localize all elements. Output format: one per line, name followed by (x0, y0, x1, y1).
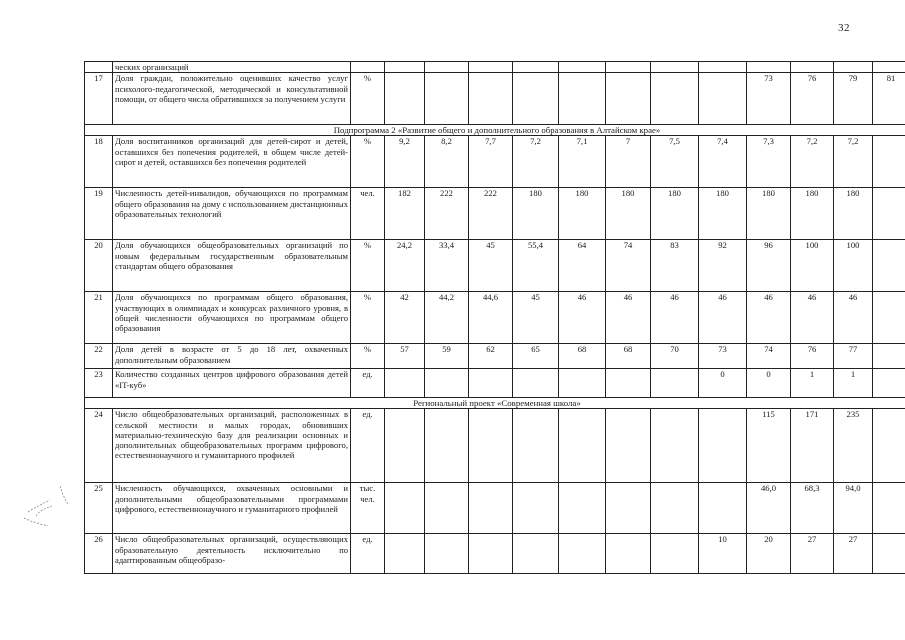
indicator-unit (351, 62, 385, 73)
value-cell (513, 534, 559, 574)
value-cell: 0 (747, 369, 791, 398)
pen-mark-icon (22, 478, 76, 528)
value-cell: 46 (651, 292, 699, 344)
value-cell: 180 (699, 188, 747, 240)
value-cell: 57 (385, 344, 425, 369)
row-number: 21 (85, 292, 113, 344)
value-cell: 44,2 (425, 292, 469, 344)
page-number: 32 (838, 22, 850, 34)
indicator-unit: % (351, 136, 385, 188)
value-cell: 73 (747, 73, 791, 125)
indicator-name: Количество созданных центров цифрового образования детей «IT-куб» (113, 369, 351, 398)
table-row (85, 292, 905, 344)
value-cell: 46 (559, 292, 606, 344)
value-cell: 76 (791, 73, 834, 125)
indicator-unit: тыс. чел. (351, 483, 385, 534)
table-row (85, 344, 905, 369)
value-cell (699, 483, 747, 534)
value-cell: 68 (559, 344, 606, 369)
value-cell: 62 (469, 344, 513, 369)
value-cell: 115 (747, 409, 791, 483)
indicator-name: ческих организаций (113, 62, 351, 73)
value-cell (699, 409, 747, 483)
value-cell: 7,2 (513, 136, 559, 188)
value-cell (469, 62, 513, 73)
value-cell: 171 (791, 409, 834, 483)
value-cell: 7,3 (747, 136, 791, 188)
value-cell: 182 (385, 188, 425, 240)
value-cell (385, 73, 425, 125)
row-number: 24 (85, 409, 113, 483)
indicator-unit: % (351, 292, 385, 344)
indicator-unit: % (351, 344, 385, 369)
value-cell: 27 (834, 534, 873, 574)
value-cell (747, 62, 791, 73)
indicator-name: Численность обучающихся, охваченных основными и дополнительными общеобразовательными программами цифрового, естественнонаучного и гуманитарного профилей (113, 483, 351, 534)
value-cell (873, 240, 905, 292)
value-cell: 46 (834, 292, 873, 344)
value-cell: 27 (791, 534, 834, 574)
value-cell: 46 (699, 292, 747, 344)
value-cell (606, 62, 651, 73)
table-row (85, 534, 905, 574)
value-cell (651, 409, 699, 483)
value-cell (873, 188, 905, 240)
value-cell: 45 (513, 292, 559, 344)
value-cell (699, 62, 747, 73)
value-cell (425, 73, 469, 125)
indicator-unit: ед. (351, 534, 385, 574)
value-cell: 100 (834, 240, 873, 292)
value-cell: 79 (834, 73, 873, 125)
table-row (85, 240, 905, 292)
row-number: 18 (85, 136, 113, 188)
table-row (85, 483, 905, 534)
value-cell: 7,2 (834, 136, 873, 188)
value-cell (606, 483, 651, 534)
value-cell: 180 (606, 188, 651, 240)
value-cell (385, 62, 425, 73)
value-cell: 65 (513, 344, 559, 369)
value-cell (873, 292, 905, 344)
indicator-name: Доля граждан, положительно оценивших качество услуг психолого-педагогической, методической и консультативной помощи, от общего числа обратившихся за получением услуги (113, 73, 351, 125)
value-cell (651, 62, 699, 73)
row-number: 26 (85, 534, 113, 574)
value-cell: 180 (513, 188, 559, 240)
value-cell: 24,2 (385, 240, 425, 292)
value-cell: 44,6 (469, 292, 513, 344)
value-cell (559, 369, 606, 398)
value-cell (513, 62, 559, 73)
value-cell: 7,7 (469, 136, 513, 188)
value-cell: 180 (834, 188, 873, 240)
row-number: 19 (85, 188, 113, 240)
value-cell: 9,2 (385, 136, 425, 188)
value-cell: 74 (606, 240, 651, 292)
indicator-name: Численность детей-инвалидов, обучающихся по программам общего образования на дому с использованием дистанционных образовательных технологий (113, 188, 351, 240)
row-number (85, 62, 113, 73)
value-cell: 45 (469, 240, 513, 292)
value-cell: 7,4 (699, 136, 747, 188)
value-cell (606, 534, 651, 574)
value-cell (873, 344, 905, 369)
value-cell: 68 (606, 344, 651, 369)
value-cell (699, 73, 747, 125)
table-row (85, 73, 905, 125)
indicator-name: Доля детей в возрасте от 5 до 18 лет, охваченных дополнительным образованием (113, 344, 351, 369)
value-cell: 46 (606, 292, 651, 344)
value-cell (606, 369, 651, 398)
value-cell: 81 (873, 73, 905, 125)
value-cell (873, 136, 905, 188)
value-cell (425, 409, 469, 483)
indicator-name: Число общеобразовательных организаций, осуществляющих образовательную деятельность исключительно по адаптированным общеобразо- (113, 534, 351, 574)
row-number: 20 (85, 240, 113, 292)
value-cell (791, 62, 834, 73)
value-cell: 1 (834, 369, 873, 398)
value-cell (606, 73, 651, 125)
row-number: 17 (85, 73, 113, 125)
indicator-name: Доля воспитанников организаций для детей-сирот и детей, оставшихся без попечения родителей, в общем числе детей-сирот и детей, оставшихся без попечения родителей (113, 136, 351, 188)
indicator-unit: % (351, 240, 385, 292)
indicator-name: Число общеобразовательных организаций, расположенных в сельской местности и малых городах, обновивших материально-техническую базу для реализации основных и дополнительных общеобразовательных программ цифрового, естественнонаучного и гуманитарного профилей (113, 409, 351, 483)
value-cell: 68,3 (791, 483, 834, 534)
value-cell (385, 534, 425, 574)
value-cell: 55,4 (513, 240, 559, 292)
value-cell (651, 369, 699, 398)
row-number: 25 (85, 483, 113, 534)
value-cell: 235 (834, 409, 873, 483)
table-row (85, 188, 905, 240)
value-cell: 92 (699, 240, 747, 292)
indicator-unit: % (351, 73, 385, 125)
row-number: 23 (85, 369, 113, 398)
value-cell: 180 (747, 188, 791, 240)
section-title: Региональный проект «Современная школа» (85, 398, 905, 409)
value-cell: 83 (651, 240, 699, 292)
value-cell: 42 (385, 292, 425, 344)
value-cell: 180 (651, 188, 699, 240)
value-cell (559, 73, 606, 125)
value-cell (873, 369, 905, 398)
value-cell: 46 (747, 292, 791, 344)
value-cell (873, 483, 905, 534)
indicator-name: Доля обучающихся общеобразовательных организаций по новым федеральным государственным образовательным стандартам общего образования (113, 240, 351, 292)
indicator-unit: ед. (351, 369, 385, 398)
value-cell: 0 (699, 369, 747, 398)
value-cell: 7,5 (651, 136, 699, 188)
value-cell (385, 483, 425, 534)
row-number: 22 (85, 344, 113, 369)
indicator-unit: чел. (351, 188, 385, 240)
indicator-name: Доля обучающихся по программам общего образования, участвующих в олимпиадах и конкурсах различного уровня, в общей численности обучающихся по программам общего образования (113, 292, 351, 344)
value-cell: 100 (791, 240, 834, 292)
value-cell (606, 409, 651, 483)
value-cell (873, 409, 905, 483)
value-cell: 222 (425, 188, 469, 240)
value-cell: 8,2 (425, 136, 469, 188)
value-cell: 1 (791, 369, 834, 398)
value-cell (425, 534, 469, 574)
section-title: Подпрограмма 2 «Развитие общего и дополнительного образования в Алтайском крае» (85, 125, 905, 136)
indicators-table (84, 61, 905, 574)
value-cell: 94,0 (834, 483, 873, 534)
value-cell: 7,1 (559, 136, 606, 188)
value-cell (873, 534, 905, 574)
value-cell: 76 (791, 344, 834, 369)
value-cell: 59 (425, 344, 469, 369)
value-cell (469, 369, 513, 398)
value-cell: 222 (469, 188, 513, 240)
value-cell (513, 409, 559, 483)
table-row (85, 369, 905, 398)
table-row (85, 409, 905, 483)
value-cell (559, 62, 606, 73)
value-cell: 33,4 (425, 240, 469, 292)
value-cell: 70 (651, 344, 699, 369)
value-cell: 77 (834, 344, 873, 369)
value-cell (513, 73, 559, 125)
value-cell: 73 (699, 344, 747, 369)
value-cell (651, 534, 699, 574)
indicator-unit: ед. (351, 409, 385, 483)
section-row (85, 125, 905, 136)
table-row (85, 136, 905, 188)
value-cell (385, 369, 425, 398)
value-cell: 180 (791, 188, 834, 240)
value-cell (513, 483, 559, 534)
value-cell (425, 483, 469, 534)
value-cell (559, 409, 606, 483)
value-cell (469, 73, 513, 125)
value-cell: 7,2 (791, 136, 834, 188)
value-cell (651, 483, 699, 534)
value-cell (469, 534, 513, 574)
value-cell: 46,0 (747, 483, 791, 534)
value-cell (559, 483, 606, 534)
value-cell: 96 (747, 240, 791, 292)
value-cell (469, 483, 513, 534)
value-cell: 180 (559, 188, 606, 240)
value-cell (873, 62, 905, 73)
value-cell: 7 (606, 136, 651, 188)
value-cell: 46 (791, 292, 834, 344)
value-cell (425, 369, 469, 398)
value-cell (385, 409, 425, 483)
value-cell (513, 369, 559, 398)
value-cell: 20 (747, 534, 791, 574)
value-cell (651, 73, 699, 125)
value-cell (559, 534, 606, 574)
value-cell (425, 62, 469, 73)
value-cell (834, 62, 873, 73)
value-cell: 64 (559, 240, 606, 292)
value-cell: 10 (699, 534, 747, 574)
value-cell (469, 409, 513, 483)
value-cell: 74 (747, 344, 791, 369)
table-row (85, 62, 905, 73)
section-row (85, 398, 905, 409)
